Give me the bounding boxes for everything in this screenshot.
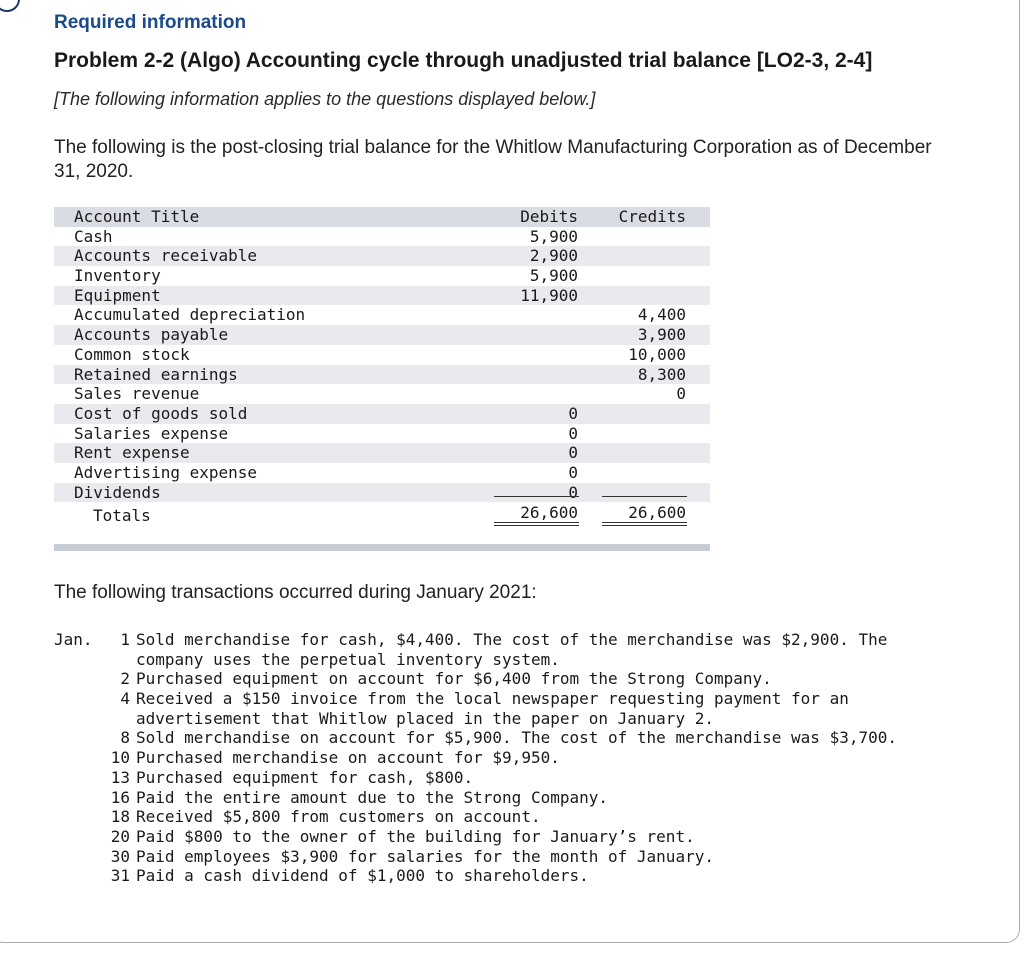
total-credits: 26,600 <box>602 496 687 526</box>
header-account-title: Account Title <box>74 207 200 226</box>
table-header-row <box>54 207 710 227</box>
transaction-text: Purchased merchandise on account for $9,950. <box>136 748 560 768</box>
totals-label: Totals <box>93 506 151 526</box>
table-row <box>54 305 710 325</box>
transactions-intro: The following transactions occurred during January 2021: <box>54 582 537 603</box>
account-title-cell: Accounts receivable <box>74 246 258 266</box>
table-row <box>54 266 710 286</box>
debit-cell: 0 <box>568 423 578 443</box>
credit-cell: 0 <box>676 384 686 404</box>
transaction-day: 4 <box>120 689 130 709</box>
transaction-text: Received a $150 invoice from the local newspaper requesting payment for an <box>136 689 849 709</box>
table-row <box>54 384 710 404</box>
transaction-text: advertisement that Whitlow placed in the paper on January 2. <box>136 708 714 728</box>
total-debits: 26,600 <box>494 496 579 526</box>
table-row <box>54 463 710 483</box>
account-title-cell: Inventory <box>74 266 161 286</box>
credit-cell: 4,400 <box>637 305 686 325</box>
transaction-text: Received $5,800 from customers on account. <box>136 807 541 827</box>
account-title-cell: Cash <box>74 226 113 246</box>
intro-paragraph: The following is the post-closing trial balance for the Whitlow Manufacturing Corporation as of December 31, 2020. <box>54 137 932 182</box>
transaction-day: 18 <box>110 807 130 827</box>
debit-cell: 0 <box>568 462 578 482</box>
totals-row <box>54 502 710 534</box>
account-title-cell: Retained earnings <box>74 364 238 384</box>
header-credits: Credits <box>618 207 686 226</box>
transaction-text: Paid the entire amount due to the Strong Company. <box>136 787 609 807</box>
transaction-day: 30 <box>110 846 130 866</box>
transaction-day: 31 <box>110 866 130 886</box>
table-row <box>54 365 710 385</box>
debit-cell: 0 <box>568 482 578 502</box>
transaction-day: 10 <box>110 748 130 768</box>
transaction-text: Paid a cash dividend of $1,000 to shareholders. <box>136 866 589 886</box>
transaction-text: Sold merchandise on account for $5,900. The cost of the merchandise was $3,700. <box>136 728 897 748</box>
table-bottom-bar <box>54 544 710 551</box>
transaction-day: 16 <box>110 787 130 807</box>
account-title-cell: Common stock <box>74 344 190 364</box>
credit-cell: 8,300 <box>637 364 686 384</box>
table-row <box>54 325 710 345</box>
table-row <box>54 443 710 463</box>
account-title-cell: Dividends <box>74 482 161 502</box>
transaction-day: 2 <box>120 669 130 689</box>
transaction-day: 1 <box>120 630 130 649</box>
table-row <box>54 227 710 247</box>
transaction-text: Sold merchandise for cash, $4,400. The cost of the merchandise was $2,900. The <box>136 630 888 649</box>
transaction-day: 20 <box>110 826 130 846</box>
transaction-text: Purchased equipment on account for $6,400 from the Strong Company. <box>136 669 772 689</box>
table-row <box>54 424 710 444</box>
applies-note: [The following information applies to the questions displayed below.] <box>54 89 596 109</box>
transaction-text: company uses the perpetual inventory system. <box>136 649 560 669</box>
table-row <box>54 404 710 424</box>
debit-cell: 0 <box>568 403 578 423</box>
transactions-month: Jan. <box>54 630 93 649</box>
transaction-text: Purchased equipment for cash, $800. <box>136 767 474 787</box>
debit-cell: 2,900 <box>529 246 578 266</box>
account-title-cell: Equipment <box>74 285 161 305</box>
problem-title: Problem 2-2 (Algo) Accounting cycle through unadjusted trial balance [LO2-3, 2-4] <box>54 49 873 72</box>
credit-cell: 3,900 <box>637 325 686 345</box>
account-title-cell: Rent expense <box>74 443 190 463</box>
account-title-cell: Accounts payable <box>74 325 229 345</box>
debit-cell: 11,900 <box>520 285 578 305</box>
account-title-cell: Advertising expense <box>74 462 258 482</box>
debit-cell: 0 <box>568 443 578 463</box>
trial-balance-body <box>54 227 710 503</box>
account-title-cell: Salaries expense <box>74 423 229 443</box>
account-title-cell: Sales revenue <box>74 384 200 404</box>
transaction-text: Paid employees $3,900 for salaries for the month of January. <box>136 846 714 866</box>
account-title-cell: Accumulated depreciation <box>74 305 306 325</box>
required-information-heading: Required information <box>54 12 247 33</box>
account-title-cell: Cost of goods sold <box>74 403 248 423</box>
table-row <box>54 345 710 365</box>
debit-cell: 5,900 <box>529 266 578 286</box>
transaction-text: Paid $800 to the owner of the building for January’s rent. <box>136 826 695 846</box>
transaction-day: 13 <box>110 767 130 787</box>
table-row <box>54 286 710 306</box>
transaction-day: 8 <box>120 728 130 748</box>
header-debits: Debits <box>520 207 578 226</box>
debit-cell: 5,900 <box>529 226 578 246</box>
credit-cell: 10,000 <box>628 344 686 364</box>
trial-balance-table <box>54 207 710 551</box>
table-row <box>54 246 710 266</box>
